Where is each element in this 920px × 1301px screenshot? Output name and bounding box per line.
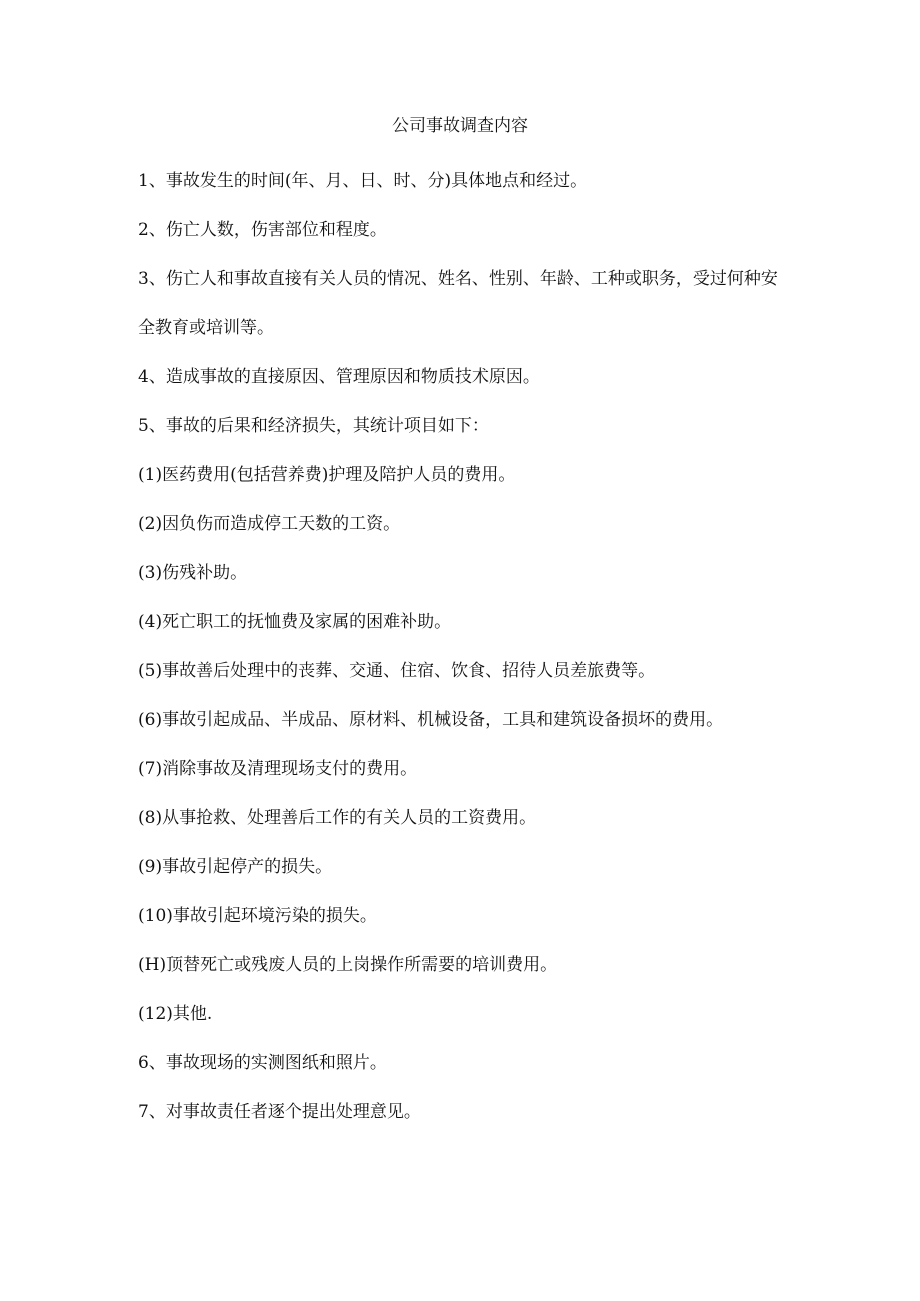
list-item-3: (3)伤残补助。	[138, 563, 248, 583]
list-item-12: (12)其他.	[138, 1004, 213, 1024]
paragraph-2: 2、伤亡人数，伤害部位和程度。	[138, 220, 387, 240]
paragraph-4: 4、造成事故的直接原因、管理原因和物质技术原因。	[138, 367, 540, 387]
paragraph-3: 3、伤亡人和事故直接有关人员的情况、姓名、性别、年龄、工种或职务，受过何种安全教育或培训等。	[138, 269, 778, 338]
list-item-11: (H)顶替死亡或残废人员的上岗操作所需要的培训费用。	[138, 955, 558, 975]
list-item-9: (9)事故引起停产的损失。	[138, 857, 333, 877]
list-item-1: (1)医药费用(包括营养费)护理及陪护人员的费用。	[138, 465, 516, 485]
paragraph-1: 1、事故发生的时间(年、月、日、时、分)具体地点和经过。	[138, 171, 588, 191]
list-item-4: (4)死亡职工的抚恤费及家属的困难补助。	[138, 612, 452, 632]
paragraph-7: 7、对事故责任者逐个提出处理意见。	[138, 1102, 421, 1122]
list-item-7: (7)消除事故及清理现场支付的费用。	[138, 759, 418, 779]
list-item-6: (6)事故引起成品、半成品、原材料、机械设备，工具和建筑设备损坏的费用。	[138, 710, 724, 730]
list-item-2: (2)因负伤而造成停工天数的工资。	[138, 514, 401, 534]
paragraph-6: 6、事故现场的实测图纸和照片。	[138, 1053, 387, 1073]
list-item-10: (10)事故引起环境污染的损失。	[138, 906, 377, 926]
document-body	[138, 157, 788, 1137]
list-item-5: (5)事故善后处理中的丧葬、交通、住宿、饮食、招待人员差旅费等。	[138, 661, 656, 681]
list-item-8: (8)从事抢救、处理善后工作的有关人员的工资费用。	[138, 808, 537, 828]
document-title: 公司事故调查内容	[392, 116, 528, 136]
paragraph-5: 5、事故的后果和经济损失，其统计项目如下：	[138, 416, 489, 436]
